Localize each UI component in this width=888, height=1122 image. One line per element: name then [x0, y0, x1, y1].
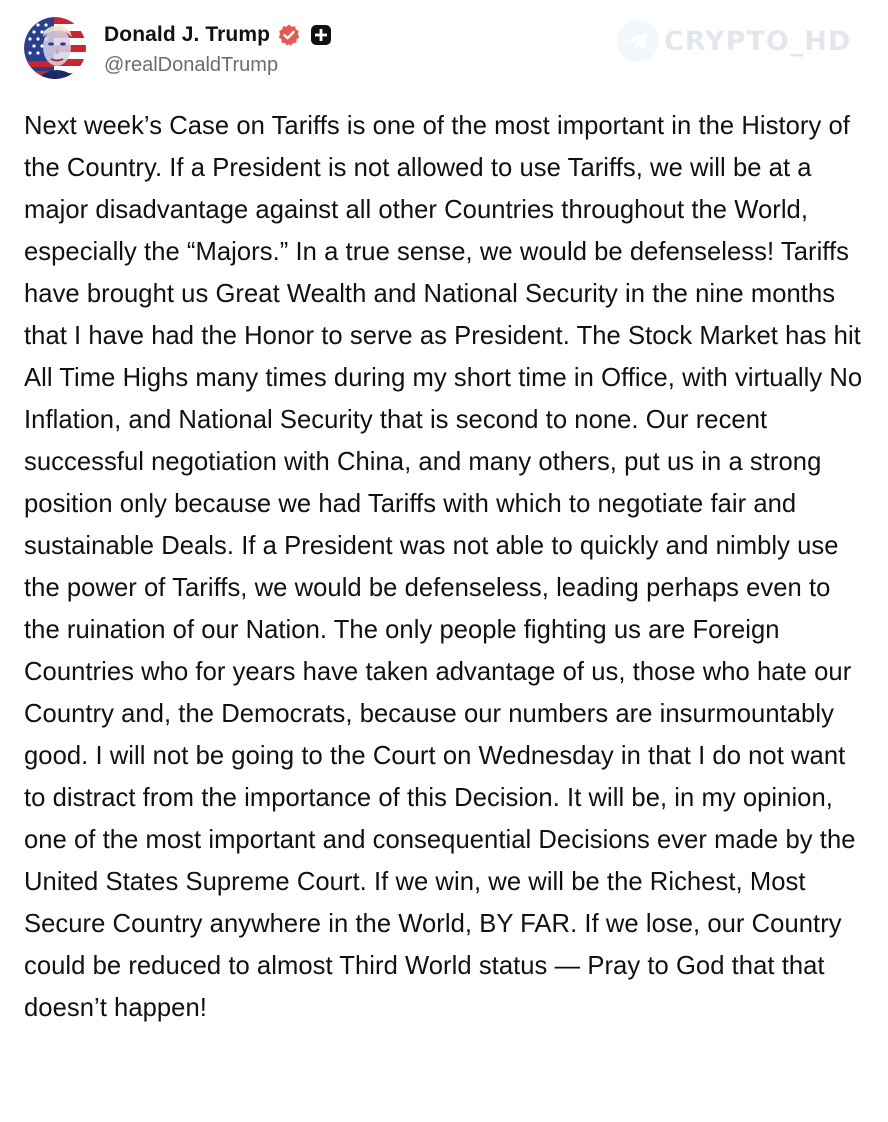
post-header	[24, 17, 332, 79]
author-avatar[interactable]	[24, 17, 86, 79]
author-identity	[104, 20, 332, 77]
author-handle[interactable]: @realDonaldTrump	[104, 53, 279, 76]
author-display-name[interactable]: Donald J. Trump	[104, 22, 271, 46]
avatar-image	[24, 17, 86, 79]
verified-badge-icon	[277, 23, 301, 47]
author-name-row	[104, 20, 332, 50]
watermark-text: CRYPTO_HD	[664, 25, 852, 57]
post-body-text: Next week’s Case on Tariffs is one of the most important in the History of the Country. If a President is not allowed to use Tariffs, we will be at a major disadvantage against all other Countries throughout the World, especially the “Majors.” In a true sense, we would be defenseless! Tariffs have brought us Great Wealth and National Security in the nine months that I have had the Honor to serve as President. The Stock Market has hit All Time Highs many times during my short time in Office, with virtually No Inflation, and National Security that is second to none. Our recent successful negotiation with China, and many others, put us in a strong position only because we had Tariffs with which to negotiate fair and sustainable Deals. If a President was not able to quickly and nimbly use the power of Tariffs, we would be defenseless, leading perhaps even to the ruination of our Nation. The only people fighting us are Foreign Countries who for years have taken advantage of us, those who hate our Country and, the Democrats, because our numbers are insurmountably good. I will not be going to the Court on Wednesday in that I do not want to distract from the importance of this Decision. It will be, in my opinion, one of the most important and consequential Decisions ever made by the United States Supreme Court. If we win, we will be the Richest, Most Secure Country anywhere in the World, BY FAR. If we lose, our Country could be reduced to almost Third World status — Pray to God that that doesn’t happen!	[24, 112, 863, 1022]
watermark	[616, 18, 851, 64]
plus-square-icon[interactable]	[310, 24, 332, 46]
telegram-icon	[616, 19, 660, 63]
